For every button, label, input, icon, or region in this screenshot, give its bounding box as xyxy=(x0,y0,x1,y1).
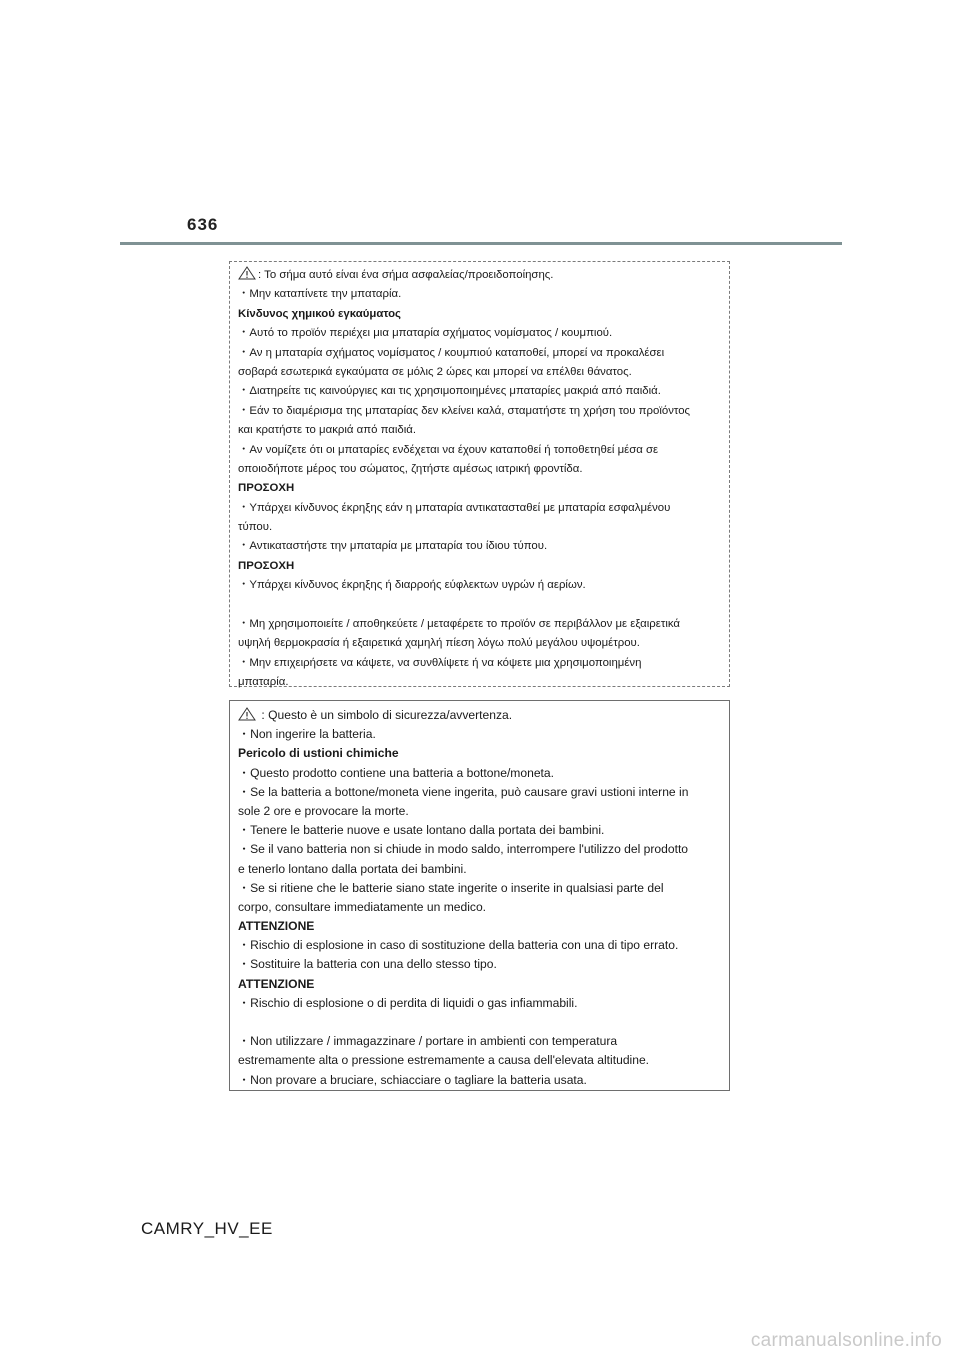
greek-text-line: τύπου. xyxy=(238,521,273,534)
italian-warning-box xyxy=(229,700,730,1091)
watermark: carmanualsonline.info xyxy=(750,1330,942,1351)
italian-text-line: ・Se il vano batteria non si chiude in modo saldo, interrompere l'utilizzo del prodotto xyxy=(238,842,689,857)
greek-warning-text: : Το σήμα αυτό είναι ένα σήμα ασφαλείας/προειδοποίησης. xyxy=(258,269,554,281)
italian-text-line: estremamente alta o pressione estremamente a causa dell'elevata altitudine. xyxy=(238,1053,650,1068)
italian-text-line: ・Rischio di esplosione o di perdita di liquidi o gas infiammabili. xyxy=(238,995,578,1010)
greek-text-line: ・Αν η μπαταρία σχήματος νομίσματος / κουμπιού καταποθεί, μπορεί να προκαλέσει xyxy=(238,346,665,359)
page-number: 636 xyxy=(187,215,219,234)
italian-text-lines xyxy=(238,725,721,1090)
greek-text-line: Κίνδυνος χημικού εγκαύματος xyxy=(238,307,401,320)
italian-warning-line xyxy=(238,706,721,725)
italian-text-line: ・Tenere le batterie nuove e usate lontano dalla portata dei bambini. xyxy=(238,823,605,838)
italian-text-line: ・Non provare a bruciare, schiacciare o tagliare la batteria usata. xyxy=(238,1072,587,1087)
greek-text-line: ΠΡΟΣΟΧΗ xyxy=(238,559,295,572)
footer-code: CAMRY_HV_EE xyxy=(141,1219,273,1238)
greek-text-line: ・Διατηρείτε τις καινούργιες και τις χρησιμοποιημένες μπαταρίες μακριά από παιδιά. xyxy=(238,385,661,398)
greek-text-line: ・Υπάρχει κίνδυνος έκρηξης ή διαρροής εύφλεκτων υγρών ή αερίων. xyxy=(238,579,586,592)
greek-text-line: και κρατήστε το μακριά από παιδιά. xyxy=(238,424,417,437)
warning-triangle-icon xyxy=(238,266,256,280)
greek-text-line: οποιοδήποτε μέρος του σώματος, ζητήστε αμέσως ιατρική φροντίδα. xyxy=(238,462,583,475)
italian-text-line: ・Se la batteria a bottone/moneta viene ingerita, può causare gravi ustioni interne in xyxy=(238,784,689,799)
italian-text-line: sole 2 ore e provocare la morte. xyxy=(238,803,409,818)
italian-warning-text: : Questo è un simbolo di sicurezza/avvertenza. xyxy=(258,708,513,722)
greek-text-line: ・Εάν το διαμέρισμα της μπαταρίας δεν κλείνει καλά, σταματήστε τη χρήση του προϊόντος xyxy=(238,404,691,417)
italian-text-line: ATTENZIONE xyxy=(238,919,315,934)
greek-text-line: μπαταρία. xyxy=(238,676,289,689)
greek-warning-line xyxy=(238,266,721,285)
greek-text-line: σοβαρά εσωτερικά εγκαύματα σε μόλις 2 ώρες και μπορεί να επέλθει θάνατος. xyxy=(238,365,632,378)
italian-text-line: ・Sostituire la batteria con una dello stesso tipo. xyxy=(238,957,497,972)
warning-triangle-icon xyxy=(238,707,256,721)
greek-text-line: υψηλή θερμοκρασία ή εξαιρετικά χαμηλή πίεση λόγω πολύ μεγάλου υψομέτρου. xyxy=(238,637,640,650)
italian-text-line xyxy=(238,1013,721,1032)
greek-text-line: ・Υπάρχει κίνδυνος έκρηξης εάν η μπαταρία αντικατασταθεί με μπαταρία εσφαλμένου xyxy=(238,501,671,514)
greek-text-line: ・Αν νομίζετε ότι οι μπαταρίες ενδέχεται να έχουν καταποθεί ή τοποθετηθεί μέσα σε xyxy=(238,443,659,456)
greek-text-line: ・Μη χρησιμοποιείτε / αποθηκεύετε / μεταφέρετε το προϊόν σε περιβάλλον με εξαιρετικά xyxy=(238,618,681,631)
greek-text-line: ・Αντικαταστήστε την μπαταρία με μπαταρία του ίδιου τύπου. xyxy=(238,540,548,553)
italian-text-line: ATTENZIONE xyxy=(238,976,315,991)
greek-text-line: ・Αυτό το προϊόν περιέχει μια μπαταρία σχήματος νομίσματος / κουμπιού. xyxy=(238,327,613,340)
italian-text-line: ・Rischio di esplosione in caso di sostituzione della batteria con una di tipo errato. xyxy=(238,938,679,953)
greek-text-line: ・Μην καταπίνετε την μπαταρία. xyxy=(238,288,402,301)
italian-text-line: ・Non ingerire la batteria. xyxy=(238,727,376,742)
italian-text-line: corpo, consultare immediatamente un medico. xyxy=(238,899,487,914)
italian-text-line: ・Non utilizzare / immagazzinare / portare in ambienti con temperatura xyxy=(238,1034,618,1049)
header-rule xyxy=(120,242,842,245)
italian-text-line: Pericolo di ustioni chimiche xyxy=(238,746,399,761)
greek-text-lines xyxy=(238,285,721,692)
greek-warning-box xyxy=(229,261,730,687)
greek-text-line: ・Μην επιχειρήσετε να κάψετε, να συνθλίψετε ή να κόψετε μια χρησιμοποιημένη xyxy=(238,656,642,669)
italian-text-line: ・Questo prodotto contiene una batteria a bottone/moneta. xyxy=(238,765,554,780)
italian-text-line: ・Se si ritiene che le batterie siano state ingerite o inserite in qualsiasi parte del xyxy=(238,880,664,895)
greek-text-line: ΠΡΟΣΟΧΗ xyxy=(238,482,295,495)
greek-text-line xyxy=(238,596,721,615)
italian-text-line: e tenerlo lontano dalla portata dei bambini. xyxy=(238,861,467,876)
